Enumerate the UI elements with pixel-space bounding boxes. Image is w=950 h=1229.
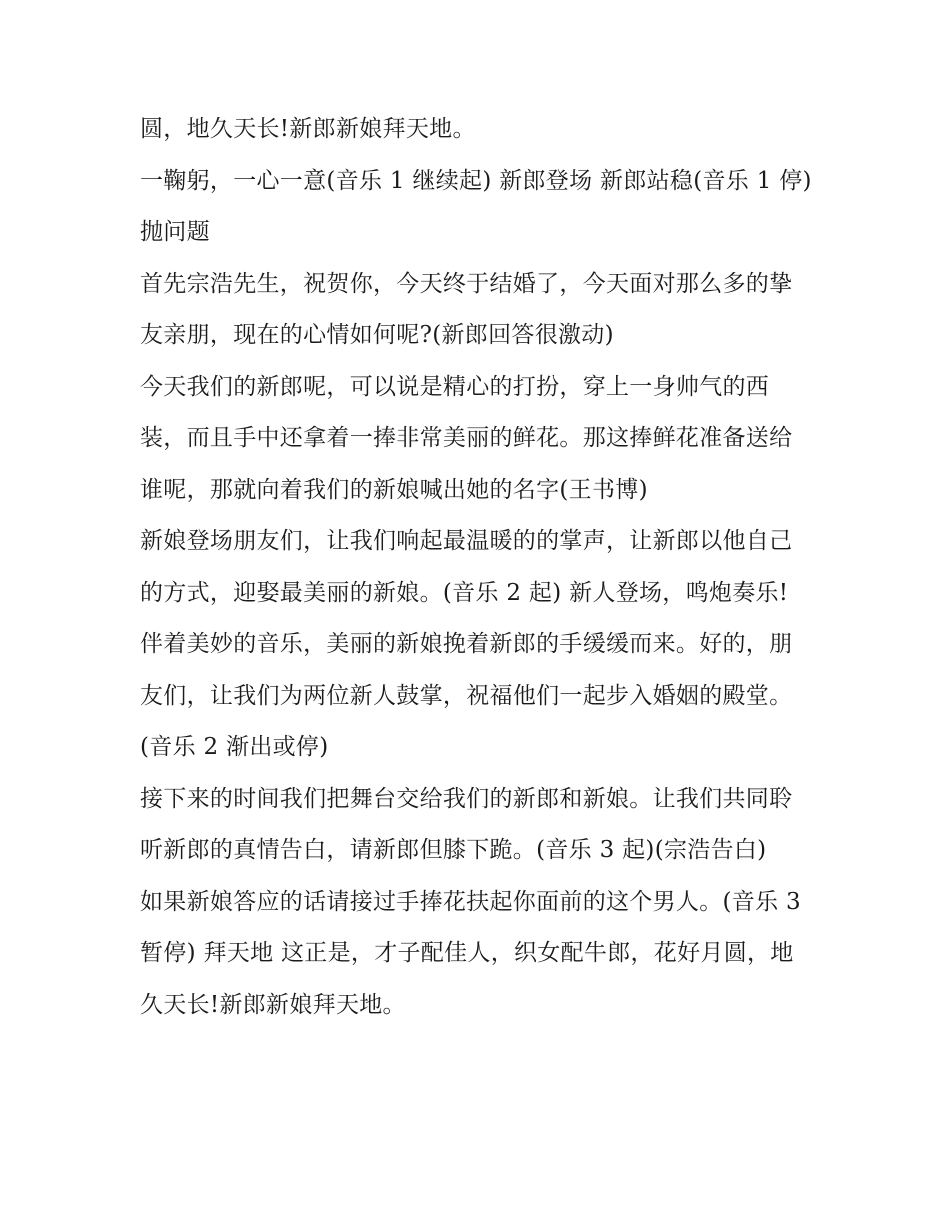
paragraph-8: 如果新娘答应的话请接过手捧花扶起你面前的这个男人。(音乐 3 暂停) 拜天地 这正是，才子配佳人，织女配牛郎，花好月圆，地久天长!新郎新娘拜天地。 xyxy=(140,888,801,1018)
paragraph-6: 伴着美妙的音乐，美丽的新娘挽着新郎的手缓缓而来。好的，朋友们，让我们为两位新人鼓掌，祝福他们一起步入婚姻的殿堂。(音乐 2 渐出或停) xyxy=(140,631,793,760)
paragraph-2: 一鞠躬，一心一意(音乐 1 继续起) 新郎登场 新郎站稳(音乐 1 停) 抛问题 xyxy=(140,167,812,245)
document-body xyxy=(140,104,815,1031)
paragraph-1: 圆，地久天长!新郎新娘拜天地。 xyxy=(140,116,476,142)
paragraph-5: 新娘登场朋友们，让我们响起最温暖的的掌声，让新郎以他自己的方式，迎娶最美丽的新娘。(音乐 2 起) 新人登场，鸣炮奏乐! xyxy=(140,528,793,606)
paragraph-3: 首先宗浩先生，祝贺你，今天终于结婚了，今天面对那么多的挚友亲朋，现在的心情如何呢?(新郎回答很激动) xyxy=(140,270,793,348)
paragraph-7: 接下来的时间我们把舞台交给我们的新郎和新娘。让我们共同聆听新郎的真情告白，请新郎但膝下跪。(音乐 3 起)(宗浩告白) xyxy=(140,785,793,863)
paragraph-4: 今天我们的新郎呢，可以说是精心的打扮，穿上一身帅气的西装，而且手中还拿着一捧非常美丽的鲜花。那这捧鲜花准备送给谁呢，那就向着我们的新娘喊出她的名字(王书博) xyxy=(140,373,793,503)
